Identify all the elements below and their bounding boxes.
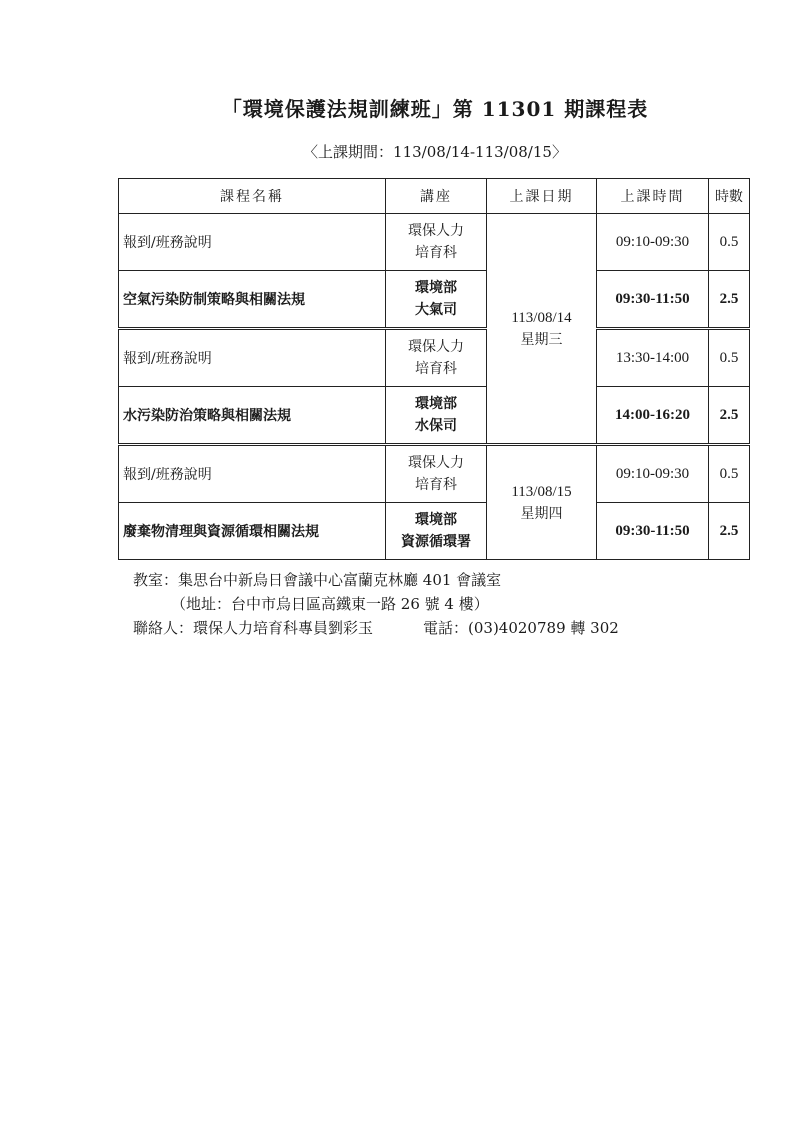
lecturer (386, 387, 487, 445)
lecturer (386, 445, 487, 503)
address-line: （地址：台中市烏日區高鐵東一路 26 號 4 樓） (171, 595, 489, 613)
date-value: 113/08/14 (511, 309, 572, 326)
date-cell (487, 445, 597, 560)
page-title: 「環境保護法規訓練班」第 11301 期課程表 (221, 97, 649, 121)
lecturer-line: 培育科 (415, 361, 457, 377)
lecturer (386, 503, 487, 560)
weekday-value: 星期三 (520, 331, 563, 348)
time-value: 09:10-09:30 (597, 214, 709, 271)
table-row (119, 503, 750, 560)
course-name: 報到/班務說明 (119, 445, 386, 503)
contact-line (133, 616, 619, 640)
lecturer-line: 環保人力 (408, 339, 464, 355)
venue-info (133, 568, 619, 640)
time-value: 09:10-09:30 (597, 445, 709, 503)
hours-value: 0.5 (709, 329, 750, 387)
date-value: 113/08/15 (511, 483, 572, 500)
schedule-table (118, 178, 750, 560)
header-time: 上課時間 (597, 179, 709, 214)
hours-value: 2.5 (709, 271, 750, 329)
lecturer-line: 水保司 (415, 418, 457, 434)
contact-person: 聯絡人：環保人力培育科專員劉彩玉 (133, 619, 374, 637)
course-name: 空氣污染防制策略與相關法規 (119, 271, 386, 329)
time-value: 14:00-16:20 (597, 387, 709, 445)
header-lecturer: 講座 (386, 179, 487, 214)
lecturer (386, 271, 487, 329)
lecturer-line: 大氣司 (415, 302, 457, 318)
table-row (119, 445, 750, 503)
table-row (119, 271, 750, 329)
table-row (119, 214, 750, 271)
lecturer-line: 環境部 (415, 280, 457, 296)
hours-value: 0.5 (709, 445, 750, 503)
table-header-row (119, 179, 750, 214)
table-row (119, 387, 750, 445)
hours-value: 2.5 (709, 503, 750, 560)
time-value: 09:30-11:50 (597, 503, 709, 560)
hours-value: 0.5 (709, 214, 750, 271)
lecturer-line: 環境部 (415, 396, 457, 412)
table-row (119, 329, 750, 387)
header-course: 課程名稱 (119, 179, 386, 214)
hours-value: 2.5 (709, 387, 750, 445)
contact-phone: 電話：(03)4020789 轉 302 (423, 619, 619, 637)
lecturer (386, 329, 487, 387)
time-value: 09:30-11:50 (597, 271, 709, 329)
header-date: 上課日期 (487, 179, 597, 214)
lecturer-line: 環境部 (415, 512, 457, 528)
time-value: 13:30-14:00 (597, 329, 709, 387)
lecturer-line: 環保人力 (408, 223, 464, 239)
weekday-value: 星期四 (520, 505, 563, 522)
course-name: 報到/班務說明 (119, 329, 386, 387)
course-name: 水污染防治策略與相關法規 (119, 387, 386, 445)
course-name: 報到/班務說明 (119, 214, 386, 271)
lecturer-line: 資源循環署 (401, 534, 471, 550)
lecturer-line: 環保人力 (408, 455, 464, 471)
course-name: 廢棄物清理與資源循環相關法規 (119, 503, 386, 560)
date-cell (487, 214, 597, 445)
lecturer-line: 培育科 (415, 477, 457, 493)
course-period: 〈上課期間：113/08/14-113/08/15〉 (303, 143, 567, 161)
lecturer-line: 培育科 (415, 245, 457, 261)
header-hours: 時數 (709, 179, 750, 214)
classroom-line: 教室：集思台中新烏日會議中心富蘭克林廳 401 會議室 (133, 571, 502, 589)
lecturer (386, 214, 487, 271)
